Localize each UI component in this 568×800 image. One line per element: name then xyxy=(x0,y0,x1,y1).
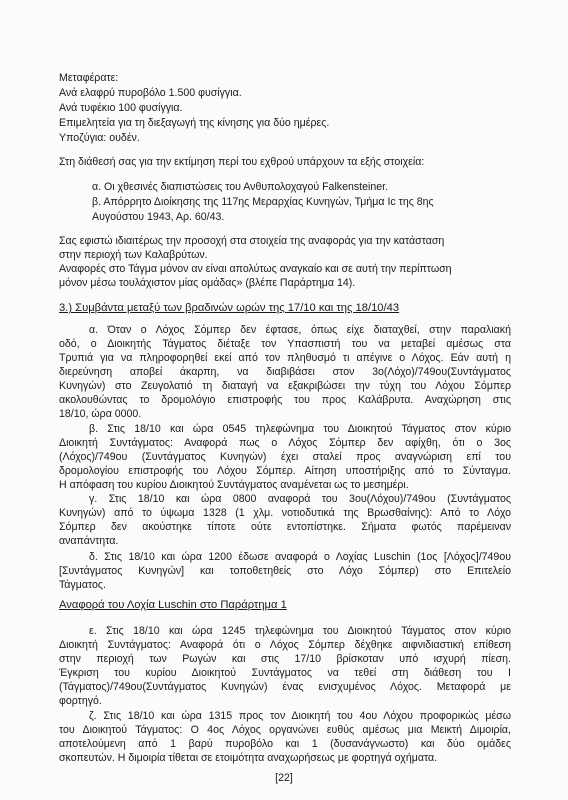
text-line: Διοικητή Συντάγματος: Αναφορά πως ο Λόχος Σόμπερ δεν αφίχθη, ότι ο 3ος xyxy=(59,437,511,449)
text-line: σκοπευτών. Η διμοιρία τίθεται σε ετοιμότητα αναχωρήσεως με φορτηγά οχήματα. xyxy=(59,752,438,764)
text-line: του Διοικητού Τάγματος: Ο 4ος Λόχος οργανώνει ευθύς αμέσως μια Μεικτή Διμοιρία, xyxy=(59,724,511,736)
text-line: α. Όταν ο Λόχος Σόμπερ δεν έφτασε, όπως είχε διαταχθεί, στην παραλιακή xyxy=(89,324,511,336)
text-line: Αυγούστου 1943, Αρ. 60/43. xyxy=(92,211,225,223)
text-line: αναπάντητα. xyxy=(59,535,119,547)
text-line: Σας εφιστώ ιδιαιτέρως την προσοχή στα στοιχεία της αναφοράς για την κατάσταση xyxy=(59,235,445,247)
text-line: (Τάγματος)/749ου(Συντάγματος Κυνηγών) ένας ενισχυμένος Λόχος. Μεταφορά με xyxy=(59,681,511,693)
text-line: οδό, ο Διοικητής Τάγματος διέταξε τον Υπασπιστή του να μεταβεί αμέσως στα xyxy=(59,338,511,350)
text-line: Σόμπερ δεν ακούστηκε τίποτε ούτε εντοπίστηκε. Σήματα φωτός παρέμειναν xyxy=(59,521,511,533)
text-line: Διοικητή Συντάγματος: Αναφορά ότι ο Λόχος Σόμπερ δέχθηκε αιφνιδιαστική επίθεση xyxy=(59,639,511,651)
text-line: (Λόχος)/749ου (Συντάγματος Κυνηγών) έχει σταλεί προς αναγνώριση επί του xyxy=(59,451,511,463)
text-line: β. Στις 18/10 και ώρα 0545 τηλεφώνημα του Διοικητού Τάγματος στον κύριο xyxy=(89,423,511,435)
text-line: ζ. Στις 18/10 και ώρα 1315 προς τον Διοικητή του 4ου Λόχου προφορικώς μέσω xyxy=(89,710,511,722)
text-line: β. Απόρρητο Διοίκησης της 117ης Μεραρχίας Κυνηγών, Τμήμα Ic της 8ης xyxy=(92,196,434,208)
text-line: στην περιοχή των Ρωγών και στις 17/10 βρίσκοταν υπό ισχυρή πίεση. xyxy=(59,653,511,665)
text-line: Υποζύγια: ουδέν. xyxy=(59,132,140,144)
text-line: γ. Στις 18/10 και ώρα 0800 αναφορά του 3ου(Λόχου)/749ου (Συντάγματος xyxy=(89,493,511,505)
text-line: ακολουθώντας το δρομολόγιο επιστροφής του προς Καλάβρυτα. Αναχώρηση στις xyxy=(59,394,511,406)
text-line: Η απόφαση του κυρίου Διοικητού Συντάγματος αναμένεται ως το μεσημέρι. xyxy=(59,479,409,491)
text-line: Κυνηγών) στο Ζευγολατιό τη διαταγή να εξακριβώσει την τύχη του Λόχου Σόμπερ xyxy=(59,380,511,392)
text-line: Μεταφέρατε: xyxy=(59,72,119,84)
section-heading: 3.) Συμβάντα μεταξύ των βραδινών ωρών της 17/10 και της 18/10/43 xyxy=(59,302,400,314)
text-line: Στη διάθεσή σας για την εκτίμηση περί του εχθρού υπάρχουν τα εξής στοιχεία: xyxy=(59,156,425,168)
text-line: [Συντάγματος Κυνηγών] και τοποθετηθείς στο Λόχο Σόμπερ) στο Επιτελείο xyxy=(59,565,511,577)
text-line: Τρυπιά για να πληροφορηθεί εκεί από τον πληθυσμό τι απέγινε ο Λόχος. Εάν αυτή η xyxy=(59,352,511,364)
text-line: μόνον μέσω τουλάχιστον μίας ομάδας» (βλέπε Παράρτημα 14). xyxy=(59,277,356,289)
text-line: διερεύνηση αποβεί άκαρπη, να διαβιβάσει στον 3ο(Λόχο)/749ου(Συντάγματος xyxy=(59,366,511,378)
page-number: [22] xyxy=(275,772,293,784)
text-line: ε. Στις 18/10 και ώρα 1245 τηλεφώνημα του Διοικητού Τάγματος στον κύριο xyxy=(89,625,511,637)
text-line: Κυνηγών) από το ύψωμα 1328 (1 χλμ. νοτιοδυτικά της Βρωσθαίνης): Από το Λόχο xyxy=(59,507,511,519)
text-line: 18/10, ώρα 0000. xyxy=(59,408,142,420)
text-line: α. Οι χθεσινές διαπιστώσεις του Ανθυπολοχαγού Falkensteiner. xyxy=(92,181,389,193)
appendix-heading: Αναφορά του Λοχία Luschin στο Παράρτημα 1 xyxy=(59,599,287,611)
text-line: Ανά ελαφρύ πυροβόλο 1.500 φυσίγγια. xyxy=(59,87,242,99)
text-line: δρομολογίου επιστροφής του Λόχου Σόμπερ. Αίτηση υποστήριξης από το Σύνταγμα. xyxy=(59,465,511,477)
text-line: αποτελούμενη από 1 βαρύ πυροβόλο και 1 (δυσανάγνωστο) και δύο ομάδες xyxy=(59,738,511,750)
text-line: δ. Στις 18/10 και ώρα 1200 έδωσε αναφορά ο Λοχίας Luschin (1ος [Λόχος]/749ου xyxy=(89,551,511,563)
text-line: στην περιοχή των Καλαβρύτων. xyxy=(59,249,208,261)
text-line: Επιμελητεία για τη διεξαγωγή της κίνησης για δύο ημέρες. xyxy=(59,117,330,129)
text-line: Τάγματος. xyxy=(59,579,106,591)
text-line: Έγκριση του κυρίου Διοικητού Συντάγματος να τεθεί στη διάθεση του Ι xyxy=(59,667,511,679)
text-line: φορτηγό. xyxy=(59,695,102,707)
text-line: Αναφορές στο Τάγμα μόνον αν είναι απολύτως αναγκαίο και σε αυτή την περίπτωση xyxy=(59,263,452,275)
text-line: Ανά τυφέκιο 100 φυσίγγια. xyxy=(59,102,183,114)
